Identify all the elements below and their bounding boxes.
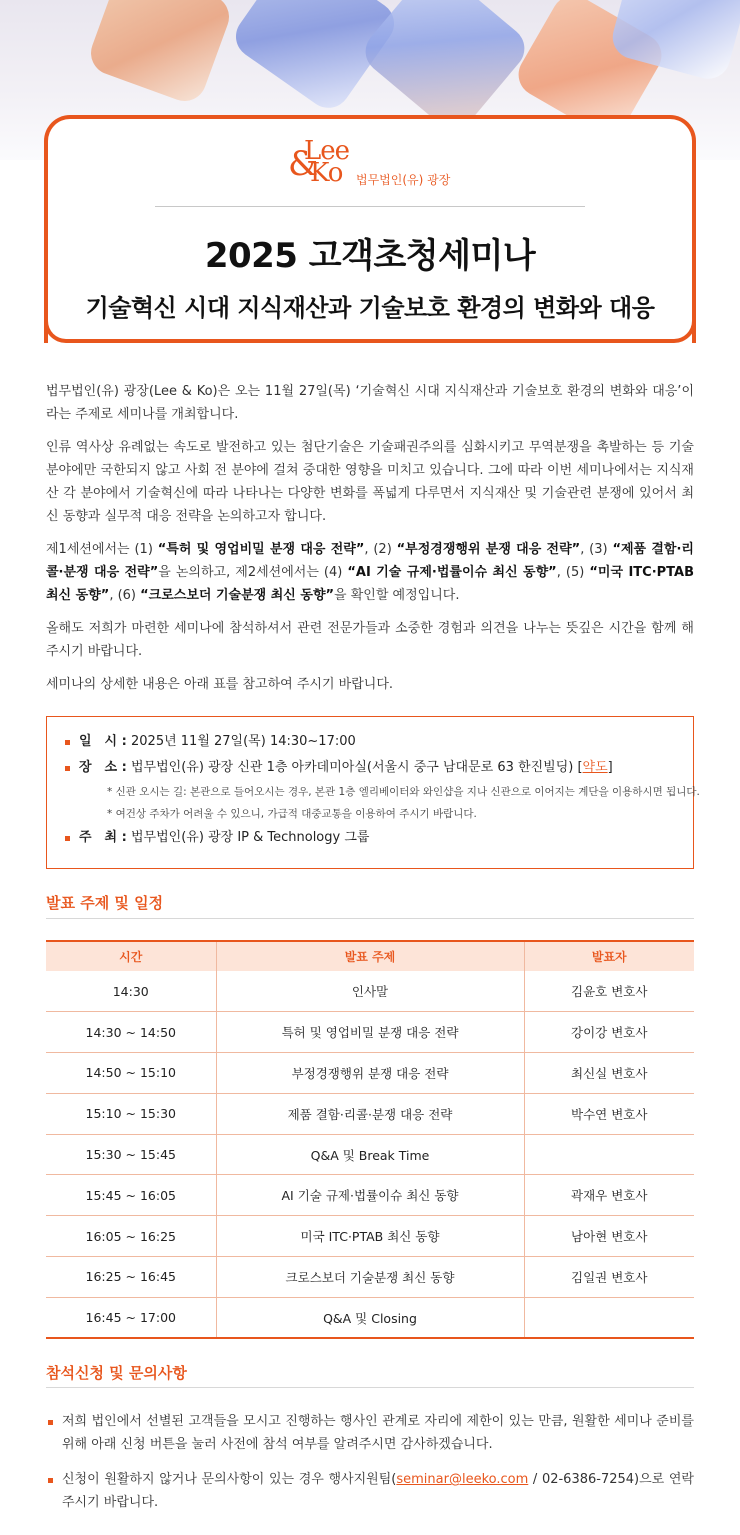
cell-topic: 특허 및 영업비밀 분쟁 대응 전략 — [216, 1012, 524, 1053]
cell-topic: Q&A 및 Break Time — [216, 1134, 524, 1175]
cell-time: 16:25 ~ 16:45 — [46, 1257, 216, 1298]
intro-paragraph: 법무법인(유) 광장(Lee & Ko)은 오는 11월 27일(목) ‘기술혁신 시대 지식재산과 기술보호 환경의 변화와 대응’이라는 주제로 세미나를 개최합니다. — [46, 384, 694, 422]
event-place: 장 소 : 법무법인(유) 광장 신관 1층 아카데미아실(서울시 중구 남대문로 63 한진빌딩) [약도] — [65, 755, 675, 781]
table-row — [46, 1012, 694, 1053]
intro-paragraph-sessions: 제1세션에서는 (1) “특허 및 영업비밀 분쟁 대응 전략”, (2) “부정경쟁행위 분쟁 대응 전략”, (3) “제품 결함·리콜·분쟁 대응 전략”을 논의하고, 제2세션에서는 (4) “AI 기술 규제·법률이슈 최신 동향”, (5) “미국 ITC·PTAB 최신 동향”, (6) “크로스보더 기술분쟁 최신 동향”을 확인할 예정입니다. — [46, 542, 694, 603]
section-divider — [46, 918, 694, 919]
cell-time: 16:45 ~ 17:00 — [46, 1297, 216, 1338]
cell-speaker — [524, 1297, 694, 1338]
intro-paragraph: 세미나의 상세한 내용은 아래 표를 참고하여 주시기 바랍니다. — [46, 677, 394, 692]
cell-speaker: 남아현 변호사 — [524, 1216, 694, 1257]
cell-time: 16:05 ~ 16:25 — [46, 1216, 216, 1257]
cell-speaker: 김일권 변호사 — [524, 1257, 694, 1298]
table-row — [46, 1134, 694, 1175]
cell-time: 14:30 — [46, 971, 216, 1012]
cell-speaker: 김윤호 변호사 — [524, 971, 694, 1012]
event-info-box — [46, 716, 700, 869]
header-speaker: 발표자 — [524, 941, 694, 971]
list-item: 저희 법인에서 선별된 고객들을 모시고 진행하는 행사인 관계로 자리에 제한이 있는 만큼, 원활한 세미나 준비를 위해 아래 신청 버튼을 눌러 사전에 참석 여부를 알려주시면 감사하겠습니다. — [46, 1410, 694, 1456]
table-row — [46, 1093, 694, 1134]
cell-speaker — [524, 1134, 694, 1175]
logo-firm-name: 법무법인(유) 광장 — [356, 173, 451, 187]
table-row — [46, 1216, 694, 1257]
intro-paragraph: 올해도 저희가 마련한 세미나에 참석하셔서 관련 전문가들과 소중한 경험과 의견을 나누는 뜻깊은 시간을 함께 해주시기 바랍니다. — [46, 621, 694, 659]
map-link[interactable]: 약도 — [582, 760, 608, 775]
logo-ko: Ko — [310, 158, 343, 188]
parking-note: * 여건상 주차가 어려울 수 있으니, 가급적 대중교통을 이용하여 주시기 바랍니다. — [107, 808, 477, 820]
cell-speaker: 박수연 변호사 — [524, 1093, 694, 1134]
contact-section-title: 참석신청 및 문의사항 — [46, 1364, 187, 1382]
cell-time: 15:10 ~ 15:30 — [46, 1093, 216, 1134]
header-topic: 발표 주제 — [216, 941, 524, 971]
title-divider — [155, 206, 585, 207]
logo-lee: Lee — [304, 136, 350, 166]
table-row — [46, 971, 694, 1012]
cell-time: 15:30 ~ 15:45 — [46, 1134, 216, 1175]
directions-note: * 신관 오시는 길: 본관으로 들어오시는 경우, 본관 1층 엘리베이터와 와인샵을 지나 신관으로 이어지는 계단을 이용하시면 됩니다. — [107, 786, 700, 798]
cell-speaker: 강이강 변호사 — [524, 1012, 694, 1053]
email-link[interactable]: seminar@leeko.com — [396, 1472, 529, 1487]
decorative-glass-shape — [85, 0, 235, 107]
cell-speaker: 곽재우 변호사 — [524, 1175, 694, 1216]
firm-logo — [288, 138, 458, 190]
cell-topic: 제품 결함·리콜·분쟁 대응 전략 — [216, 1093, 524, 1134]
page-title: 2025 고객초청세미나 — [204, 236, 536, 276]
table-row — [46, 1053, 694, 1094]
section-divider — [46, 1387, 694, 1388]
page-subtitle: 기술혁신 시대 지식재산과 기술보호 환경의 변화와 대응 — [85, 294, 655, 322]
list-item: 신청이 원활하지 않거나 문의사항이 있는 경우 행사지원팀(seminar@leeko.com / 02-6386-7254)으로 연락 주시기 바랍니다. — [46, 1468, 694, 1514]
logo-ampersand: & — [288, 144, 319, 184]
table-row — [46, 1257, 694, 1298]
cell-time: 15:45 ~ 16:05 — [46, 1175, 216, 1216]
schedule-table — [46, 940, 694, 1339]
cell-topic: 미국 ITC·PTAB 최신 동향 — [216, 1216, 524, 1257]
schedule-section-title: 발표 주제 및 일정 — [46, 894, 164, 912]
table-header-row — [46, 941, 694, 971]
contact-list — [46, 1410, 694, 1526]
event-date: 일 시 : 2025년 11월 27일(목) 14:30~17:00 — [65, 729, 675, 755]
header-time: 시간 — [46, 941, 216, 971]
intro-text — [46, 380, 694, 706]
intro-paragraph: 인류 역사상 유례없는 속도로 발전하고 있는 첨단기술은 기술패권주의를 심화시키고 무역분쟁을 촉발하는 등 기술 분야에만 국한되지 않고 사회 전 분야에 걸쳐 중대한 영향을 미치고 있습니다. 그에 따라 이번 세미나에서는 지식재산 각 분야에서 기술혁신에 따라 나타나는 다양한 변화를 폭넓게 다루면서 지식재산 및 기술관련 분쟁에 있어서 최신 동향과 실무적 대응 전략을 논의하고자 합니다. — [46, 440, 694, 524]
cell-topic: AI 기술 규제·법률이슈 최신 동향 — [216, 1175, 524, 1216]
cell-time: 14:30 ~ 14:50 — [46, 1012, 216, 1053]
cell-topic: 크로스보더 기술분쟁 최신 동향 — [216, 1257, 524, 1298]
table-row — [46, 1175, 694, 1216]
cell-topic: 인사말 — [216, 971, 524, 1012]
cell-topic: 부정경쟁행위 분쟁 대응 전략 — [216, 1053, 524, 1094]
cell-speaker: 최신실 변호사 — [524, 1053, 694, 1094]
cell-time: 14:50 ~ 15:10 — [46, 1053, 216, 1094]
event-host: 주 최 : 법무법인(유) 광장 IP & Technology 그룹 — [65, 825, 675, 851]
table-row — [46, 1297, 694, 1338]
cell-topic: Q&A 및 Closing — [216, 1297, 524, 1338]
